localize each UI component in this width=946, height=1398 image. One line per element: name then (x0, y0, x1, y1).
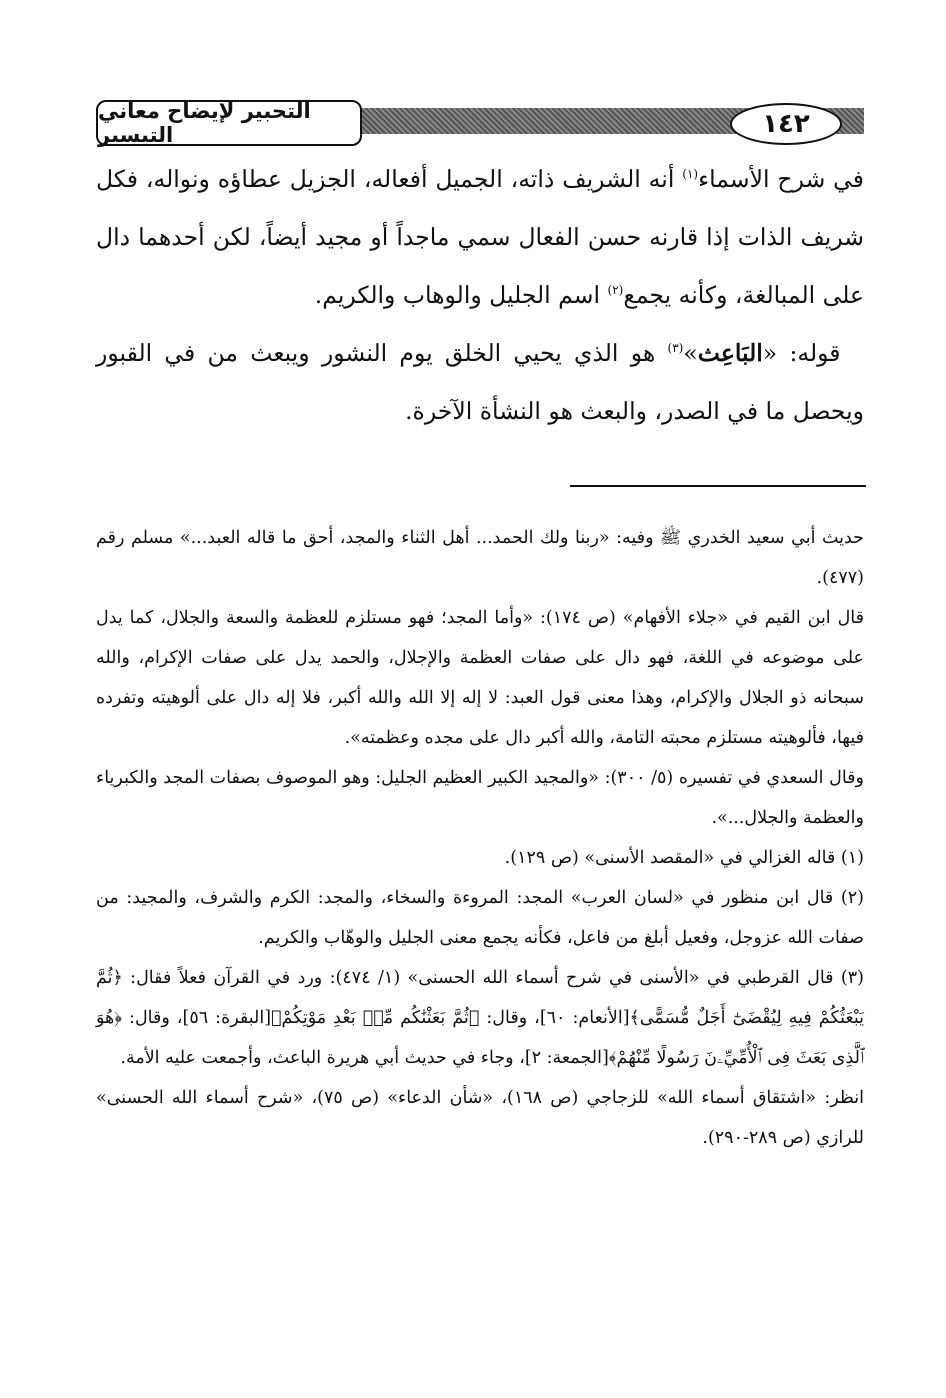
text-run: أنه الشريف ذاته، الجميل أفعاله، الجزيل عطاؤه ونواله، فكل شريف الذات إذا قارنه حسن الفعال سمي ماجداً أو مجيد أيضاً، لكن أحدهما دال على المبالغة، وكأنه يجمع (96, 165, 864, 309)
footnote-ibn-qayyim: قال ابن القيم في «جلاء الأفهام» (ص ١٧٤): «وأما المجد؛ فهو مستلزم للعظمة والسعة والجلال، كما يدل على موضوعه في اللغة، فهو دال على صفات العظمة والإجلال، والحمد يدل على صفات الإكرام، والله سبحانه ذو الجلال والإكرام، وهذا معنى قول العبد: لا إله إلا الله والله أكبر، فلا إله دال على ألوهيته وتفرده فيها، فألوهيته مستلزم محبته التامة، والله أكبر دال على مجده وعظمته». (96, 608, 864, 748)
text-run: قوله: « (762, 339, 841, 367)
text-run: في شرح الأسماء (698, 165, 864, 193)
footnote-references: انظر: «اشتقاق أسماء الله» للزجاجي (ص ١٦٨)، «شأن الدعاء» (ص ٧٥)، «شرح أسماء الله الحسنى» للرازي (ص ٢٨٩-٢٩٠). (96, 1088, 864, 1148)
text-run: اسم الجليل والوهاب والكريم. (314, 281, 608, 309)
footnote-ref-3: (٣) (667, 341, 684, 356)
text-run: » (683, 339, 698, 367)
footnote-3: (٣) قال القرطبي في «الأسنى في شرح أسماء الله الحسنى» (١/ ٤٧٤): ورد في القرآن فعلاً فقال: ﴿ثُمَّ يَبْعَثُكُمْ فِيهِ لِيُقْضَىٰٓ أَجَلٌ مُّسَمًّى﴾[الأنعام: ٦٠]، وقال: ﴿ثُمَّ بَعَثْنَٰكُم مِّنۢ بَعْدِ مَوْتِكُمْ﴾[البقرة: ٥٦]، وقال: ﴿هُوَ ٱلَّذِى بَعَثَ فِى ٱلْأُمِّيِّۦنَ رَسُولًا مِّنْهُمْ﴾[الجمعة: ٢]، وجاء في حديث أبي هريرة الباعث، وأجمعت عليه الأمة. (96, 968, 864, 1068)
footnotes (96, 518, 864, 1158)
footnote-saadi: وقال السعدي في تفسيره (٥/ ٣٠٠): «والمجيد الكبير العظيم الجليل: وهو الموصوف بصفات المجد والكبرياء والعظمة والجلال...». (96, 768, 864, 828)
main-text (96, 150, 864, 440)
divine-name: البَاعِث (697, 339, 763, 367)
text-run: هو الذي يحيي الخلق يوم النشور ويبعث من في القبور ويحصل ما في الصدر، والبعث هو النشأة الآخرة. (96, 339, 864, 425)
footnote-separator (570, 485, 866, 487)
book-title: التحبير لإيضاح معاني التيسير (96, 100, 362, 146)
page-header (96, 100, 864, 152)
main-paragraph-2 (96, 324, 864, 440)
footnote-2: (٢) قال ابن منظور في «لسان العرب» المجد: المروءة والسخاء، والمجد: الكرم والشرف، والمجيد: من صفات الله عزوجل، وفعيل أبلغ من فاعل، فكأنه يجمع معنى الجليل والوهّاب والكريم. (96, 888, 864, 948)
footnote-continued-hadith: حديث أبي سعيد الخدري ﷺ وفيه: «ربنا ولك الحمد... أهل الثناء والمجد، أحق ما قاله العبد...» مسلم رقم (٤٧٧). (96, 528, 864, 588)
main-paragraph-1 (96, 150, 864, 324)
page-number: ١٤٢ (730, 103, 842, 145)
footnote-ref-1: (١) (682, 167, 699, 182)
footnote-1: (١) قاله الغزالي في «المقصد الأسنى» (ص ١٢٩). (504, 848, 864, 868)
footnote-ref-2: (٢) (607, 283, 624, 298)
